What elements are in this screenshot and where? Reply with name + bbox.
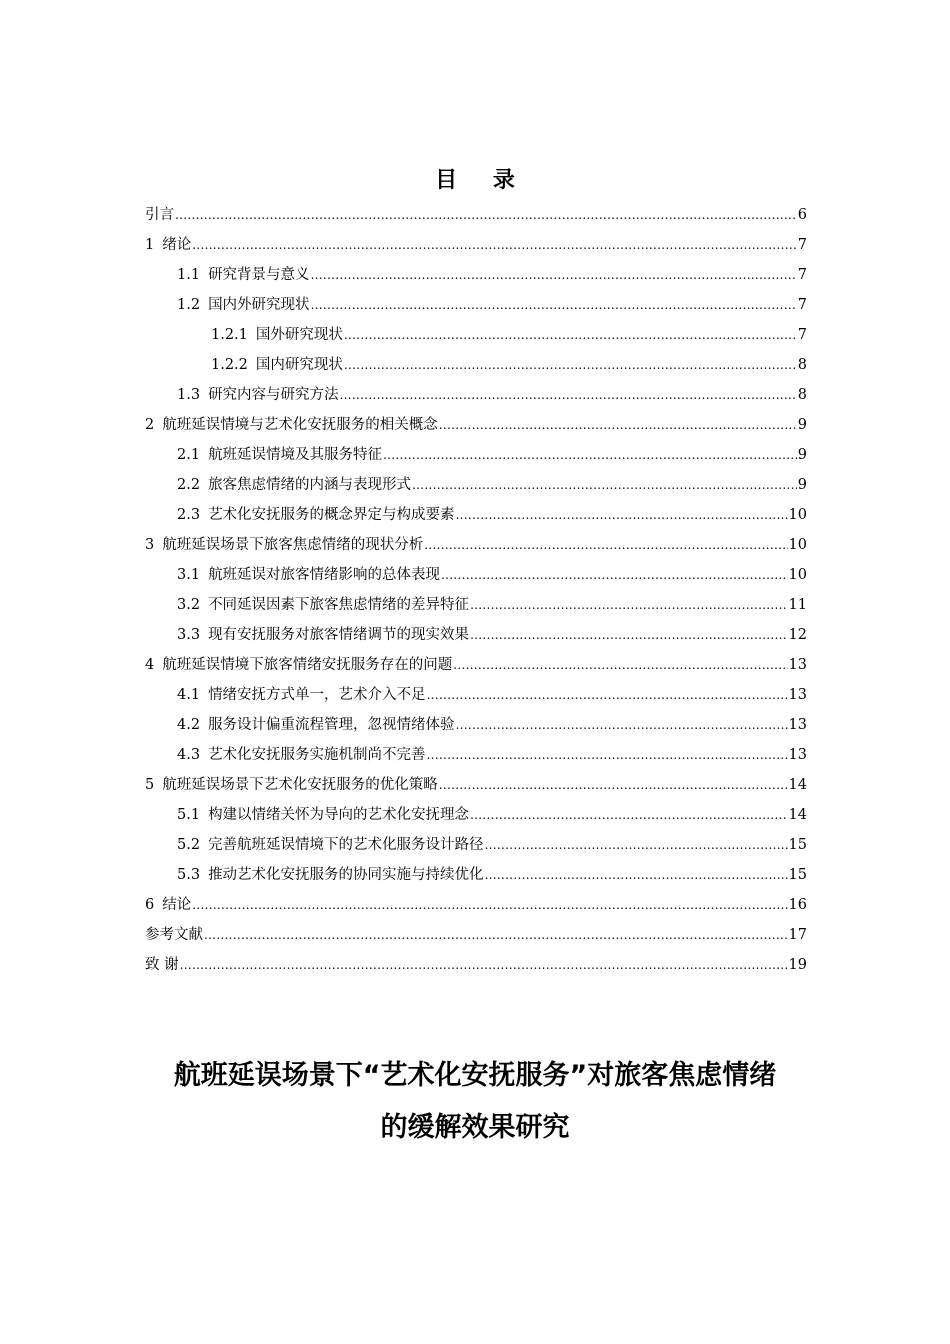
toc-entry-title: 引言 bbox=[145, 207, 174, 223]
toc-entry-page: 8 bbox=[797, 387, 807, 403]
toc-entry-title: 绪论 bbox=[162, 237, 192, 253]
toc-entry-title: 现有安抚服务对旅客情绪调节的现实效果 bbox=[208, 627, 470, 643]
toc-entry-title: 航班延误场景下旅客焦虑情绪的现状分析 bbox=[162, 537, 424, 553]
toc-heading: 目 录 bbox=[435, 167, 529, 193]
toc-entry[interactable] bbox=[145, 560, 807, 590]
toc-dot-leader bbox=[456, 500, 788, 530]
toc-dot-leader bbox=[344, 350, 797, 380]
toc-entry-title: 航班延误情境及其服务特征 bbox=[208, 447, 383, 463]
toc-entry-number: 1.1 bbox=[177, 267, 201, 283]
toc-entry-title: 研究背景与意义 bbox=[208, 267, 310, 283]
toc-entry[interactable] bbox=[145, 380, 807, 410]
toc-entry-number: 1.2.2 bbox=[211, 357, 248, 373]
toc-entry[interactable] bbox=[145, 950, 807, 980]
toc-entry-page: 8 bbox=[797, 357, 807, 373]
thesis-title-line-2: 的缓解效果研究 bbox=[380, 1112, 570, 1143]
toc-entry-title: 致 谢 bbox=[145, 957, 179, 973]
toc-dot-leader bbox=[180, 950, 788, 980]
toc-entry-number: 2.3 bbox=[177, 507, 201, 523]
toc-entry-title: 航班延误对旅客情绪影响的总体表现 bbox=[208, 567, 441, 583]
toc-dot-leader bbox=[439, 410, 797, 440]
toc-entry-number: 4.2 bbox=[177, 717, 201, 733]
toc-dot-leader bbox=[192, 230, 797, 260]
thesis-title-line-1: 航班延误场景下“艺术化安抚服务”对旅客焦虑情绪 bbox=[173, 1060, 777, 1091]
table-of-contents bbox=[145, 200, 807, 980]
toc-dot-leader bbox=[311, 290, 797, 320]
toc-dot-leader bbox=[344, 320, 797, 350]
toc-entry-title: 航班延误场景下艺术化安抚服务的优化策略 bbox=[162, 777, 438, 793]
toc-entry[interactable] bbox=[145, 890, 807, 920]
toc-entry-title: 参考文献 bbox=[145, 927, 203, 943]
toc-entry-page: 9 bbox=[797, 417, 807, 433]
toc-entry[interactable] bbox=[145, 320, 807, 350]
toc-entry-number: 2.2 bbox=[177, 477, 201, 493]
toc-entry-page: 19 bbox=[788, 957, 807, 973]
toc-entry-title: 国外研究现状 bbox=[255, 327, 343, 343]
toc-entry-title: 国内外研究现状 bbox=[208, 297, 310, 313]
toc-entry[interactable] bbox=[145, 440, 807, 470]
toc-dot-leader bbox=[439, 770, 788, 800]
toc-dot-leader bbox=[427, 740, 788, 770]
toc-entry-page: 11 bbox=[788, 597, 807, 613]
toc-entry-number: 5.1 bbox=[177, 807, 201, 823]
toc-dot-leader bbox=[340, 380, 797, 410]
toc-entry-number: 3.2 bbox=[177, 597, 201, 613]
toc-entry-number: 1 bbox=[145, 237, 155, 253]
toc-entry-page: 7 bbox=[797, 267, 807, 283]
toc-entry-title: 航班延误情境下旅客情绪安抚服务存在的问题 bbox=[162, 657, 453, 673]
toc-entry[interactable] bbox=[145, 290, 807, 320]
toc-entry-page: 13 bbox=[788, 687, 807, 703]
toc-entry-page: 10 bbox=[788, 567, 807, 583]
toc-entry-title: 完善航班延误情境下的艺术化服务设计路径 bbox=[208, 837, 484, 853]
toc-entry-title: 旅客焦虑情绪的内涵与表现形式 bbox=[208, 477, 412, 493]
toc-dot-leader bbox=[427, 680, 788, 710]
toc-entry-page: 16 bbox=[788, 897, 807, 913]
toc-entry-title: 艺术化安抚服务实施机制尚不完善 bbox=[208, 747, 426, 763]
toc-entry-number: 5.3 bbox=[177, 867, 201, 883]
toc-entry-page: 10 bbox=[788, 507, 807, 523]
toc-dot-leader bbox=[470, 590, 787, 620]
toc-entry[interactable] bbox=[145, 710, 807, 740]
toc-entry-page: 17 bbox=[788, 927, 807, 943]
toc-entry[interactable] bbox=[145, 470, 807, 500]
toc-dot-leader bbox=[175, 200, 797, 230]
toc-entry-title: 航班延误情境与艺术化安抚服务的相关概念 bbox=[162, 417, 438, 433]
toc-entry[interactable] bbox=[145, 230, 807, 260]
toc-entry[interactable] bbox=[145, 860, 807, 890]
toc-entry-number: 3 bbox=[145, 537, 155, 553]
toc-dot-leader bbox=[470, 800, 787, 830]
toc-entry[interactable] bbox=[145, 530, 807, 560]
toc-dot-leader bbox=[441, 560, 787, 590]
toc-entry-number: 2.1 bbox=[177, 447, 201, 463]
toc-entry[interactable] bbox=[145, 800, 807, 830]
toc-dot-leader bbox=[424, 530, 787, 560]
toc-entry-number: 4.3 bbox=[177, 747, 201, 763]
toc-dot-leader bbox=[383, 440, 797, 470]
toc-entry[interactable] bbox=[145, 200, 807, 230]
toc-entry[interactable] bbox=[145, 740, 807, 770]
thesis-title bbox=[120, 1050, 830, 1154]
toc-entry-title: 研究内容与研究方法 bbox=[208, 387, 339, 403]
toc-entry-title: 服务设计偏重流程管理，忽视情绪体验 bbox=[208, 717, 455, 733]
toc-entry-number: 1.2 bbox=[177, 297, 201, 313]
toc-entry-number: 2 bbox=[145, 417, 155, 433]
toc-entry[interactable] bbox=[145, 350, 807, 380]
toc-dot-leader bbox=[412, 470, 797, 500]
toc-entry-page: 14 bbox=[788, 777, 807, 793]
toc-entry[interactable] bbox=[145, 920, 807, 950]
toc-entry-title: 国内研究现状 bbox=[255, 357, 343, 373]
toc-entry-page: 15 bbox=[788, 837, 807, 853]
toc-entry-number: 5.2 bbox=[177, 837, 201, 853]
toc-entry-page: 12 bbox=[788, 627, 807, 643]
toc-entry-page: 7 bbox=[797, 327, 807, 343]
toc-entry-number: 6 bbox=[145, 897, 155, 913]
toc-entry-page: 13 bbox=[788, 717, 807, 733]
toc-entry-page: 13 bbox=[788, 747, 807, 763]
toc-dot-leader bbox=[311, 260, 797, 290]
toc-entry-title: 构建以情绪关怀为导向的艺术化安抚理念 bbox=[208, 807, 470, 823]
toc-entry-number: 3.1 bbox=[177, 567, 201, 583]
toc-dot-leader bbox=[485, 860, 788, 890]
toc-entry-number: 3.3 bbox=[177, 627, 201, 643]
toc-entry[interactable] bbox=[145, 680, 807, 710]
toc-entry-page: 15 bbox=[788, 867, 807, 883]
toc-entry-page: 7 bbox=[797, 297, 807, 313]
toc-dot-leader bbox=[453, 650, 787, 680]
toc-entry-number: 4 bbox=[145, 657, 155, 673]
toc-entry-title: 艺术化安抚服务的概念界定与构成要素 bbox=[208, 507, 455, 523]
toc-entry-number: 5 bbox=[145, 777, 155, 793]
toc-entry-number: 1.2.1 bbox=[211, 327, 248, 343]
toc-dot-leader bbox=[456, 710, 788, 740]
toc-entry-page: 9 bbox=[797, 447, 807, 463]
toc-entry[interactable] bbox=[145, 590, 807, 620]
toc-entry-page: 13 bbox=[788, 657, 807, 673]
toc-dot-leader bbox=[485, 830, 788, 860]
toc-entry[interactable] bbox=[145, 500, 807, 530]
toc-entry[interactable] bbox=[145, 410, 807, 440]
toc-entry-page: 7 bbox=[797, 237, 807, 253]
toc-entry-title: 推动艺术化安抚服务的协同实施与持续优化 bbox=[208, 867, 484, 883]
toc-entry[interactable] bbox=[145, 830, 807, 860]
toc-entry[interactable] bbox=[145, 650, 807, 680]
toc-entry[interactable] bbox=[145, 620, 807, 650]
toc-entry-page: 6 bbox=[797, 207, 807, 223]
toc-entry-page: 14 bbox=[788, 807, 807, 823]
toc-entry[interactable] bbox=[145, 260, 807, 290]
toc-entry-number: 4.1 bbox=[177, 687, 201, 703]
toc-entry-page: 9 bbox=[797, 477, 807, 493]
toc-entry-number: 1.3 bbox=[177, 387, 201, 403]
toc-dot-leader bbox=[192, 890, 787, 920]
toc-entry-title: 情绪安抚方式单一，艺术介入不足 bbox=[208, 687, 426, 703]
toc-dot-leader bbox=[470, 620, 787, 650]
toc-entry[interactable] bbox=[145, 770, 807, 800]
toc-dot-leader bbox=[204, 920, 788, 950]
toc-entry-page: 10 bbox=[788, 537, 807, 553]
toc-entry-title: 结论 bbox=[162, 897, 192, 913]
toc-entry-title: 不同延误因素下旅客焦虑情绪的差异特征 bbox=[208, 597, 470, 613]
